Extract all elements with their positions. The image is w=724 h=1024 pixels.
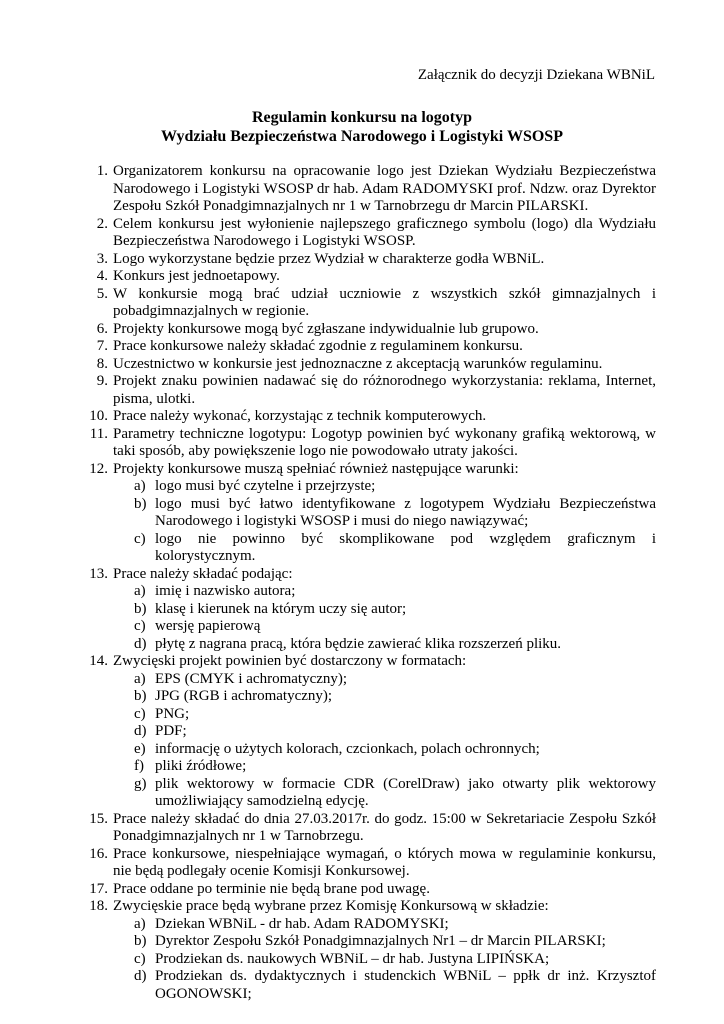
rule-subitem — [113, 601, 656, 619]
subitem-text: informację o użytych kolorach, czcionkach, polach ochronnych; — [155, 740, 540, 757]
subitem-letter: c) — [134, 705, 146, 722]
rule-number: 4. — [96, 268, 108, 284]
rule-number: 9. — [96, 373, 108, 389]
rule-text: Prace należy składać podając: — [113, 565, 293, 582]
subitem-text: logo musi być czytelne i przejrzyste; — [155, 478, 376, 494]
subitem-letter: c) — [134, 950, 146, 967]
rule-text: Prace konkursowe należy składać zgodnie z regulaminem konkursu. — [113, 338, 523, 354]
rule-text: Zwycięskie prace będą wybrane przez Komisję Konkursową w składzie: — [113, 898, 549, 914]
subitem-letter: c) — [134, 530, 146, 547]
rule-number: 12. — [89, 460, 108, 477]
title-line-2: Wydziału Bezpieczeństwa Narodowego i Logistyki WSOSP — [161, 128, 563, 145]
rule-text: Projekty konkursowe mogą być zgłaszane indywidualnie lub grupowo. — [113, 320, 539, 337]
rule-text: Konkurs jest jednoetapowy. — [113, 268, 280, 284]
rule-item — [72, 881, 656, 899]
subitem-text: JPG (RGB i achromatyczny); — [155, 688, 333, 704]
rule-item — [72, 286, 656, 321]
subitem-text: imię i nazwisko autora; — [155, 583, 296, 599]
rule-number: 13. — [89, 565, 108, 582]
subitem-text: Prodziekan ds. naukowych WBNiL – dr hab. Justyna LIPIŃSKA; — [155, 950, 550, 967]
title-line-1: Regulamin konkursu na logotyp — [251, 109, 473, 126]
rule-text: Logo wykorzystane będzie przez Wydział w charakterze godła WBNiL. — [113, 250, 545, 267]
rule-subitem — [113, 618, 656, 636]
rule-text: Uczestnictwo w konkursie jest jednoznaczne z akceptacją warunków regulaminu. — [113, 355, 603, 372]
rule-subitem — [113, 478, 656, 496]
subitem-letter: a) — [134, 478, 146, 494]
rule-text: W konkursie mogą brać udział uczniowie z wszystkich szkół gimnazjalnych i pobadgimnazjalnych w regionie. — [113, 285, 656, 319]
rule-text: Celem konkursu jest wyłonienie najlepszego graficznego symbolu (logo) dla Wydziału Bezpieczeństwa Narodowego i Logistyki WSOSP. — [113, 215, 656, 249]
subitem-text: pliki źródłowe; — [155, 758, 247, 774]
rule-number: 7. — [96, 338, 108, 354]
rule-item — [72, 566, 656, 654]
rule-subitem — [113, 688, 656, 706]
subitem-text: Dyrektor Zespołu Szkół Ponadgimnazjalnych Nr1 – dr Marcin PILARSKI; — [155, 933, 606, 949]
rule-item — [72, 163, 656, 216]
rule-subitem — [113, 776, 656, 811]
rule-text: Zwycięski projekt powinien być dostarczony w formatach: — [113, 653, 467, 669]
subitem-letter: g) — [134, 775, 147, 792]
rule-text: Parametry techniczne logotypu: Logotyp powinien być wykonany grafiką wektorową, w taki sposób, aby powiększenie logo nie powodowało utraty jakości. — [113, 425, 656, 459]
rule-item — [72, 898, 656, 1003]
rule-item — [72, 653, 656, 811]
annex-note: Załącznik do decyzji Dziekana WBNiL — [417, 67, 655, 83]
rule-item — [72, 426, 656, 461]
rule-subitem — [113, 916, 656, 934]
subitem-text: EPS (CMYK i achromatyczny); — [155, 670, 348, 687]
rule-text: Projekt znaku powinien nadawać się do różnorodnego wykorzystania: reklama, Internet, pisma, ulotki. — [113, 373, 656, 407]
rule-item — [72, 356, 656, 374]
subitem-letter: b) — [134, 600, 147, 617]
rule-item — [72, 338, 656, 356]
rule-subitem — [113, 741, 656, 759]
rule-text: Prace konkursowe, niespełniające wymagań, o których mowa w regulaminie konkursu, nie będą podlegały ocenie Komisji Konkursowej. — [113, 845, 656, 879]
rule-text: Prace należy składać do dnia 27.03.2017r. do godz. 15:00 w Sekretariacie Zespołu Szkół Ponadgimnazjalnych nr 1 w Tarnobrzegu. — [113, 810, 656, 844]
rule-subitem — [113, 496, 656, 531]
rule-subitem — [113, 531, 656, 566]
subitem-letter: b) — [134, 495, 147, 512]
subitem-text: PDF; — [155, 723, 187, 739]
rule-text: Prace oddane po terminie nie będą brane pod uwagę. — [113, 880, 430, 897]
subitem-text: Prodziekan ds. dydaktycznych i studenckich WBNiL – ppłk dr inż. Krzysztof OGONOWSKI; — [155, 968, 656, 1002]
rule-subitem — [113, 636, 656, 654]
rule-number: 17. — [89, 880, 108, 897]
rule-item — [72, 373, 656, 408]
rule-subitem — [113, 583, 656, 601]
subitem-text: płytę z nagrana pracą, która będzie zawierać klika rozszerzeń pliku. — [155, 635, 562, 652]
subitem-letter: a) — [134, 583, 146, 599]
rule-number: 14. — [89, 653, 108, 669]
rule-subitem — [113, 933, 656, 951]
subitem-letter: f) — [134, 758, 144, 774]
rule-item — [72, 251, 656, 269]
rule-item — [72, 408, 656, 426]
subitem-letter: e) — [134, 740, 146, 757]
rule-text: Organizatorem konkursu na opracowanie logo jest Dziekan Wydziału Bezpieczeństwa Narodowego i Logistyki WSOSP dr hab. Adam RADOMYSKI prof. Ndzw. oraz Dyrektor Zespołu Szkół Ponadgimnazjalnych nr 1 w Tarnobrzegu dr Marcin PILARSKI. — [113, 163, 656, 214]
rule-item — [72, 216, 656, 251]
rule-text: Projekty konkursowe muszą spełniać również następujące warunki: — [113, 460, 519, 477]
rule-number: 11. — [89, 425, 108, 442]
subitem-letter: d) — [134, 723, 147, 739]
subitem-text: Dziekan WBNiL - dr hab. Adam RADOMYSKI; — [155, 915, 449, 932]
rule-item — [72, 846, 656, 881]
rules-list — [72, 163, 656, 1003]
rule-subitem — [113, 951, 656, 969]
rule-subitem — [113, 758, 656, 776]
document-title — [0, 108, 724, 146]
subitem-text: plik wektorowy w formacie CDR (CorelDraw) jako otwarty plik wektorowy umożliwiający samodzielną edycję. — [155, 775, 656, 809]
rule-number: 16. — [89, 845, 108, 862]
rule-subitem — [113, 723, 656, 741]
subitem-letter: c) — [134, 618, 146, 634]
rule-subitem — [113, 968, 656, 1003]
rule-subitem — [113, 671, 656, 689]
rule-subitem — [113, 706, 656, 724]
rule-item — [72, 461, 656, 566]
rule-text: Prace należy wykonać, korzystając z technik komputerowych. — [113, 408, 487, 424]
rule-number: 5. — [96, 285, 108, 302]
rule-number: 18. — [89, 898, 108, 914]
subitem-text: PNG; — [155, 705, 190, 722]
rule-number: 2. — [96, 215, 108, 232]
rule-number: 8. — [96, 355, 108, 372]
subitem-text: klasę i kierunek na którym uczy się autor; — [155, 600, 407, 617]
subitem-letter: b) — [134, 688, 147, 704]
rule-item — [72, 268, 656, 286]
rule-number: 15. — [89, 810, 108, 827]
subitem-letter: a) — [134, 915, 146, 932]
rule-number: 6. — [96, 320, 108, 337]
subitem-letter: d) — [134, 635, 147, 652]
rule-number: 3. — [96, 250, 108, 267]
rule-number: 10. — [89, 408, 108, 424]
rule-item — [72, 321, 656, 339]
subitem-text: logo musi być łatwo identyfikowane z logotypem Wydziału Bezpieczeństwa Narodowego i logistyki WSOSP i musi do niego nawiązywać; — [155, 495, 656, 529]
rule-item — [72, 811, 656, 846]
subitem-letter: b) — [134, 933, 147, 949]
subitem-text: wersję papierową — [155, 618, 261, 634]
subitem-letter: a) — [134, 670, 146, 687]
subitem-letter: d) — [134, 968, 147, 984]
subitem-text: logo nie powinno być skomplikowane pod względem graficznym i kolorystycznym. — [155, 530, 656, 564]
rule-number: 1. — [96, 163, 108, 179]
